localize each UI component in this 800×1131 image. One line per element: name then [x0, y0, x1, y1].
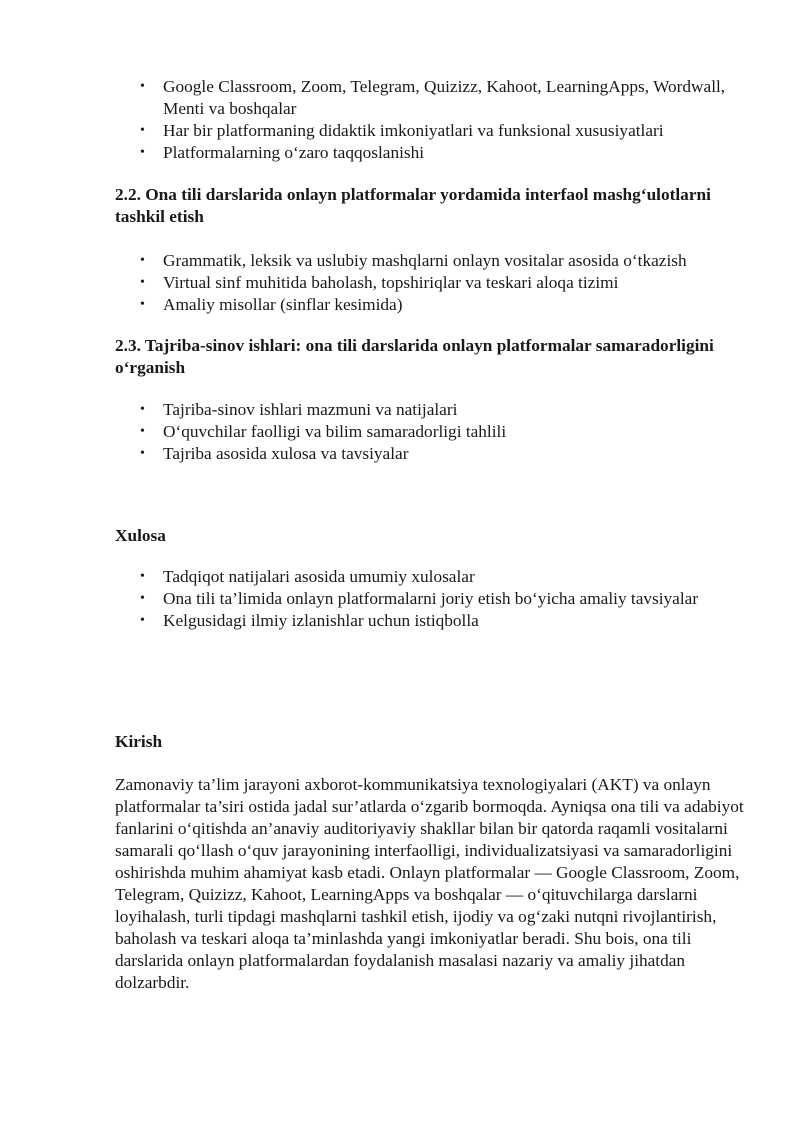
list-item: • Ona tili ta’limida onlayn platformalarni joriy etish bo‘yicha amaliy tavsiyalar: [140, 589, 699, 608]
bullet-icon: •: [140, 402, 145, 417]
bullet-icon: •: [140, 123, 145, 138]
xulosa-heading: Xulosa: [115, 526, 166, 545]
list-item: • Tajriba-sinov ishlari mazmuni va natijalari: [140, 400, 458, 419]
list-item: • Tadqiqot natijalari asosida umumiy xulosalar: [140, 567, 475, 586]
list-item: • Kelgusidagi ilmiy izlanishlar uchun istiqbolla: [140, 611, 479, 630]
section-heading-2-2: 2.2. Ona tili darslarida onlayn platformalar yordamida interfaol mashg‘ulotlarni tashkil etish: [115, 185, 711, 226]
list-item: • Amaliy misollar (sinflar kesimida): [140, 295, 403, 314]
bullet-icon: •: [140, 297, 145, 312]
section-2-3-list: [115, 399, 755, 465]
section-2-2-list: [115, 250, 755, 316]
list-item: • Grammatik, leksik va uslubiy mashqlarni onlayn vositalar asosida o‘tkazish: [140, 251, 687, 270]
list-item: • Google Classroom, Zoom, Telegram, Quizizz, Kahoot, LearningApps, Wordwall, Menti va boshqalar: [140, 77, 726, 118]
bullet-icon: •: [140, 424, 145, 439]
kirish-heading: Kirish: [115, 732, 163, 751]
bullet-icon: •: [140, 446, 145, 461]
kirish-paragraph: Zamonaviy ta’lim jarayoni axborot-kommunikatsiya texnologiyalari (AKT) va onlayn platformalar ta’siri ostida jadal sur’atlarda o‘zgarib bormoqda. Ayniqsa ona tili va adabiyot fanlarini o‘qitishda an’anaviy auditoriyaviy shakllar bilan bir qatorda raqamli vositalarni samarali qo‘llash o‘quv jarayonining interfaolligi, individualizatsiyasi va samaradorligini oshirishda muhim ahamiyat kasb etadi. Onlayn platformalar — Google Classroom, Zoom, Telegram, Quizizz, Kahoot, LearningApps va boshqalar — o‘qituvchilarga darslarni loyihalash, turli tipdagi mashqlarni tashkil etish, ijodiy va og‘zaki nutqni rivojlantirish, baholash va teskari aloqa ta’minlashda yangi imkoniyatlar beradi. Shu bois, ona tili darslarida onlayn platformalardan foydalanish masalasi nazariy va amaliy jihatdan dolzarbdir.: [115, 775, 744, 992]
bullet-icon: •: [140, 613, 145, 628]
list-item: • Platformalarning o‘zaro taqqoslanishi: [140, 143, 425, 162]
document-page: [115, 76, 755, 994]
xulosa-list: [115, 566, 755, 632]
bullet-icon: •: [140, 275, 145, 290]
bullet-icon: •: [140, 145, 145, 160]
bullet-icon: •: [140, 79, 145, 94]
list-item: • Har bir platformaning didaktik imkoniyatlari va funksional xususiyatlari: [140, 121, 664, 140]
bullet-icon: •: [140, 253, 145, 268]
bullet-icon: •: [140, 591, 145, 606]
platforms-list: [115, 76, 755, 164]
list-item: • Virtual sinf muhitida baholash, topshiriqlar va teskari aloqa tizimi: [140, 273, 619, 292]
bullet-icon: •: [140, 569, 145, 584]
list-item: • O‘quvchilar faolligi va bilim samaradorligi tahlili: [140, 422, 507, 441]
list-item: • Tajriba asosida xulosa va tavsiyalar: [140, 444, 409, 463]
section-heading-2-3: 2.3. Tajriba-sinov ishlari: ona tili darslarida onlayn platformalar samaradorligini o‘rganish: [115, 336, 714, 377]
